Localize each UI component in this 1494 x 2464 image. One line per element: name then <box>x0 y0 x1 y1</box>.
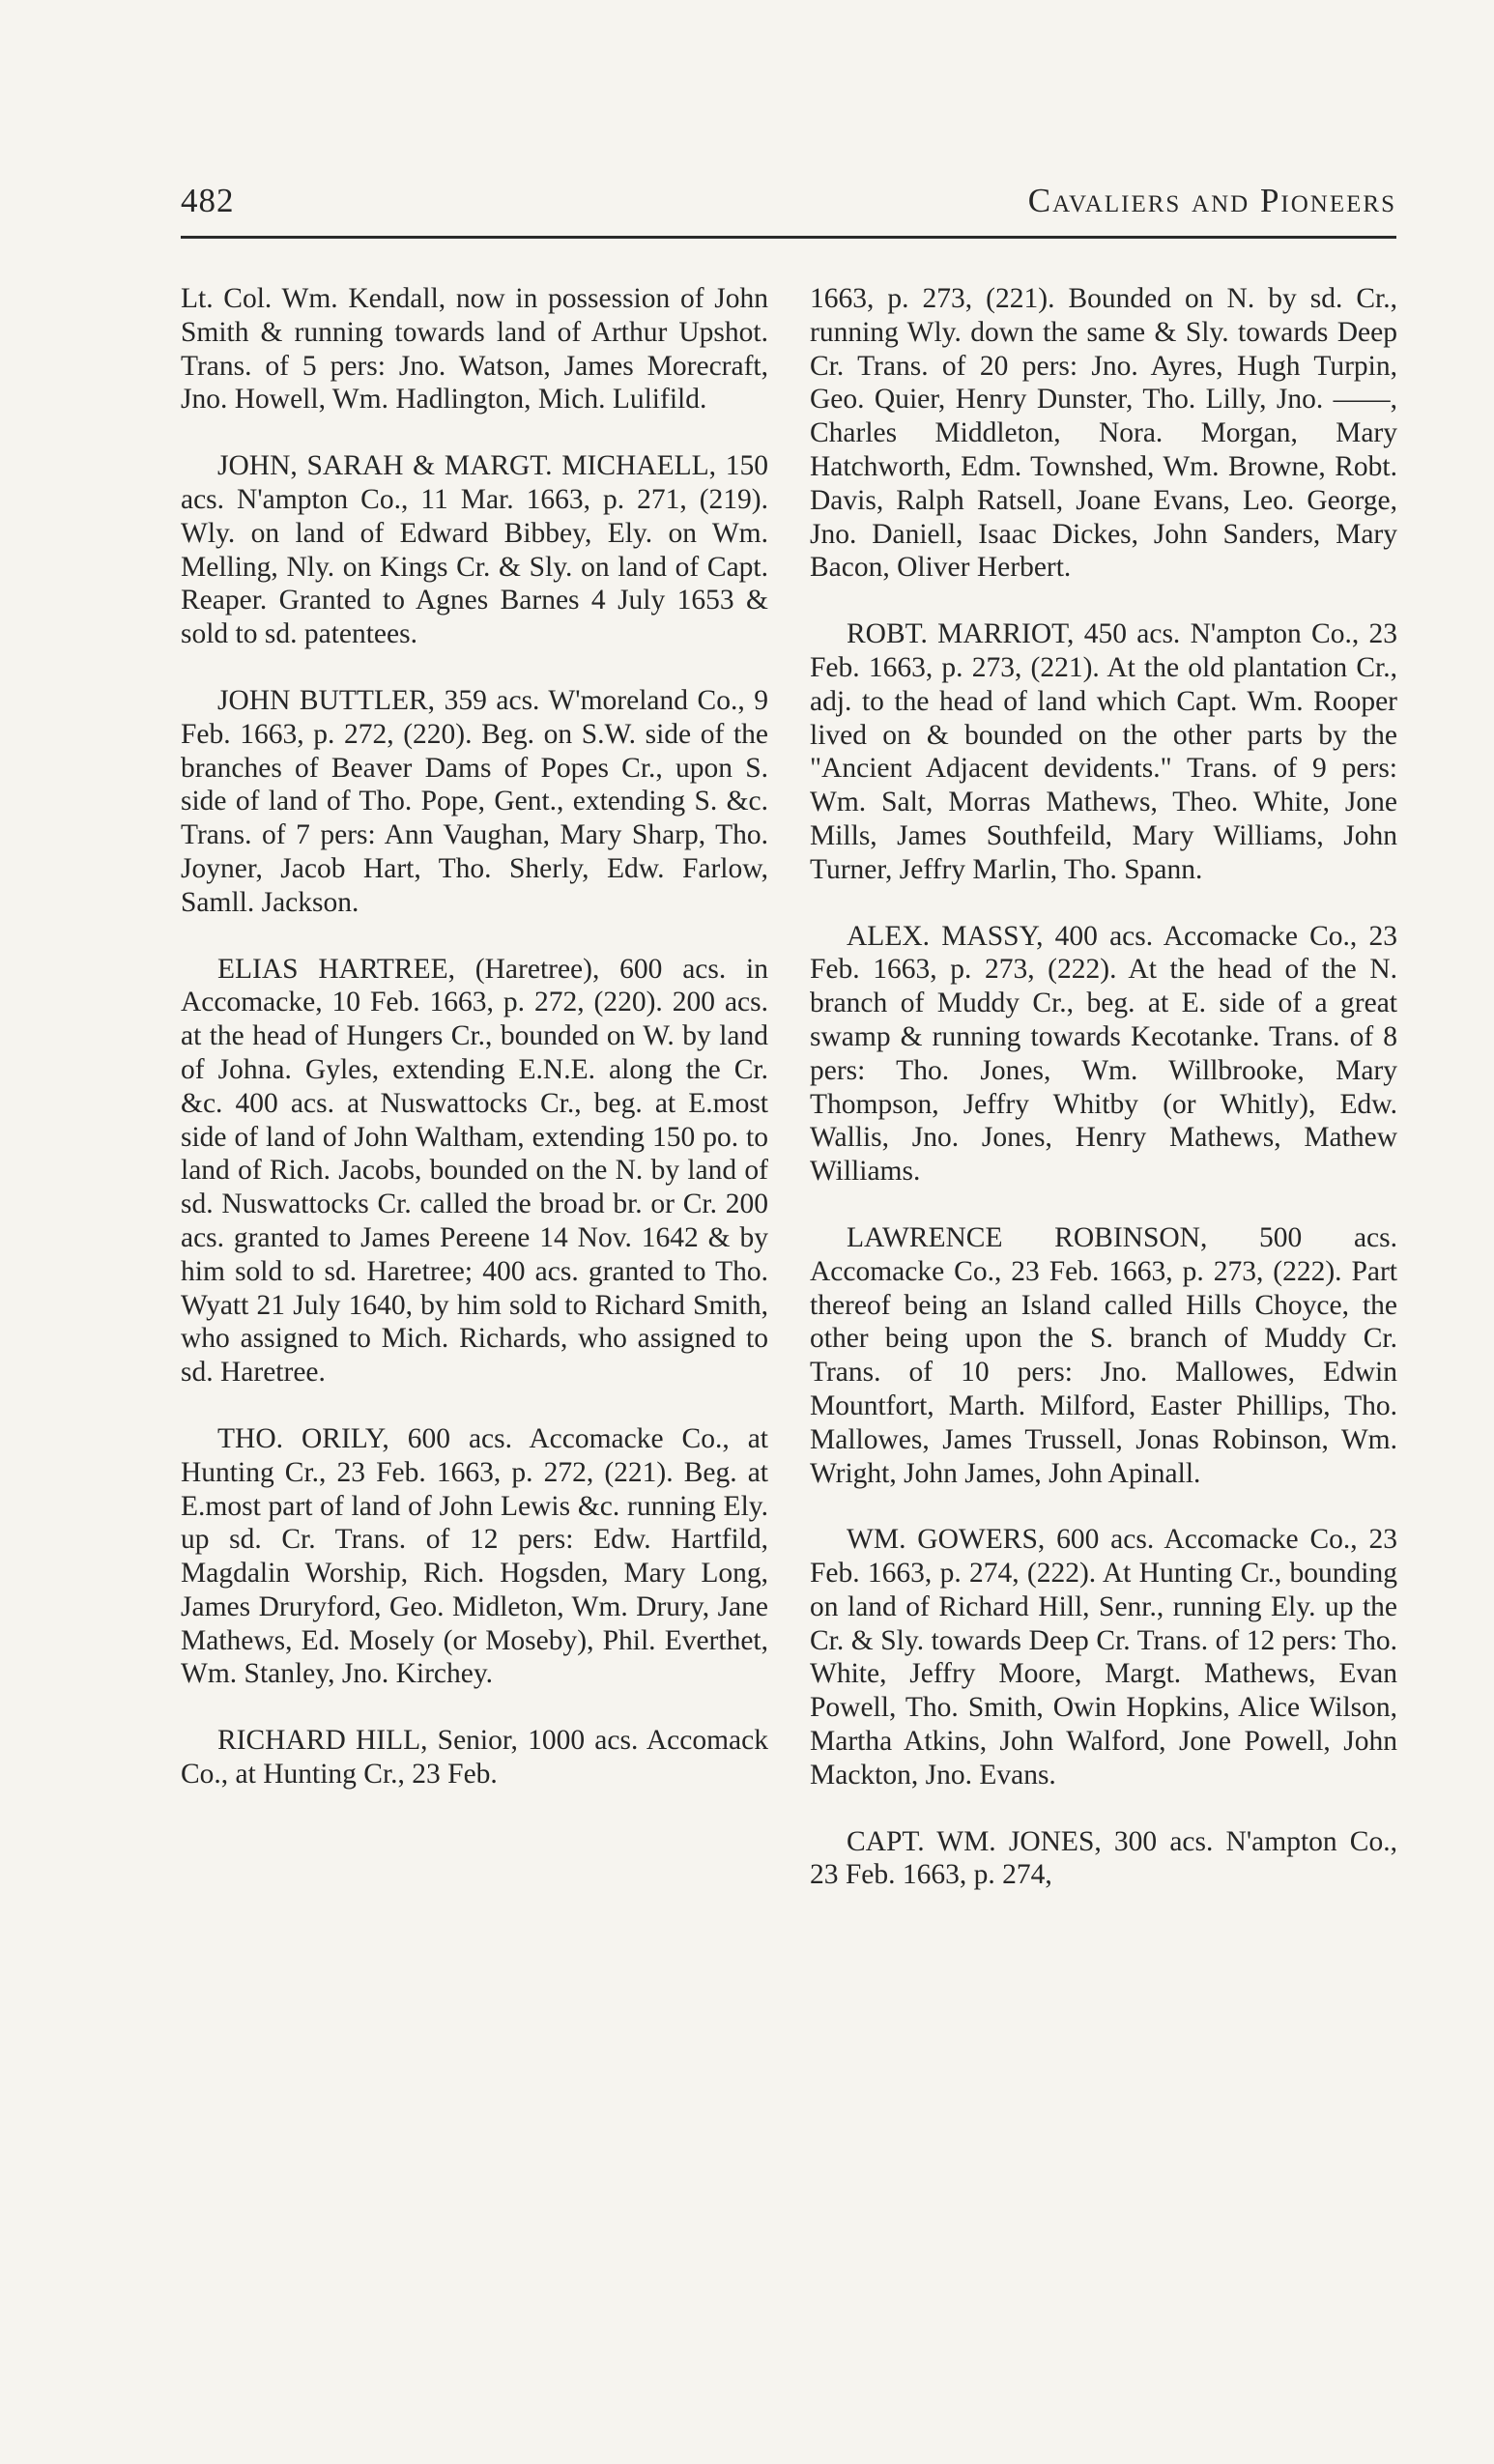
entry-robinson: LAWRENCE ROBINSON, 500 acs. Accomacke Co., 23 Feb. 1663, p. 273, (222). Part thereof being an Island called Hills Choyce, the other being upon the S. branch of Muddy Cr. Trans. of 10 pers: Jno. Mallowes, Edwin Mountfort, Marth. Milford, Easter Phillips, Tho. Mallowes, James Trussell, Jonas Robinson, Wm. Wright, John James, John Apinall. <box>810 1221 1397 1489</box>
entry-jones: CAPT. WM. JONES, 300 acs. N'ampton Co., 23 Feb. 1663, p. 274, <box>810 1825 1397 1891</box>
running-title: Cavaliers and Pioneers <box>1027 182 1396 219</box>
right-column <box>810 282 1397 1892</box>
entry-hill-continuation: 1663, p. 273, (221). Bounded on N. by sd. Cr., running Wly. down the same & Sly. towards Deep Cr. Trans. of 20 pers: Jno. Ayres, Hugh Turpin, Geo. Quier, Henry Dunster, Tho. Lilly, Jno. ——, Charles Middleton, Nora. Morgan, Mary Hatchworth, Edm. Townshed, Wm. Browne, Robt. Davis, Ralph Ratsell, Joane Evans, Leo. George, Jno. Daniell, Isaac Dickes, John Sanders, Mary Bacon, Oliver Herbert. <box>810 283 1397 584</box>
page-number: 482 <box>181 182 235 219</box>
entry-continuation: Lt. Col. Wm. Kendall, now in possession of John Smith & running towards land of Arthur Upshot. Trans. of 5 pers: Jno. Watson, James Morecraft, Jno. Howell, Wm. Hadlington, Mich. Lulifild. <box>181 283 768 415</box>
entry-massy: ALEX. MASSY, 400 acs. Accomacke Co., 23 Feb. 1663, p. 273, (222). At the head of the N. branch of Muddy Cr., beg. at E. side of a great swamp & running towards Kecotanke. Trans. of 8 pers: Tho. Jones, Wm. Willbrooke, Mary Thompson, Jeffry Whitby (or Whitly), Edw. Wallis, Jno. Jones, Henry Mathews, Mathew Williams. <box>810 920 1397 1188</box>
entry-orily: THO. ORILY, 600 acs. Accomacke Co., at Hunting Cr., 23 Feb. 1663, p. 272, (221). Beg. at E.most part of land of John Lewis &c. running Ely. up sd. Cr. Trans. of 12 pers: Edw. Hartfild, Magdalin Worship, Rich. Hogsden, Mary Long, James Druryford, Geo. Midleton, Wm. Drury, Jane Mathews, Ed. Mosely (or Moseby), Phil. Everthet, Wm. Stanley, Jno. Kirchey. <box>181 1422 768 1690</box>
entry-hartree: ELIAS HARTREE, (Haretree), 600 acs. in Accomacke, 10 Feb. 1663, p. 272, (220). 200 acs. at the head of Hungers Cr., bounded on W. by land of Johna. Gyles, extending E.N.E. along the Cr. &c. 400 acs. at Nuswattocks Cr., beg. at E.most side of land of John Waltham, extending 150 po. to land of Rich. Jacobs, bounded on the N. by land of sd. Nuswattocks Cr. called the broad br. or Cr. 200 acs. granted to James Pereene 14 Nov. 1642 & by him sold to sd. Haretree; 400 acs. granted to Tho. Wyatt 21 July 1640, by him sold to Richard Smith, who assigned to Mich. Richards, who assigned to sd. Haretree. <box>181 953 768 1389</box>
entry-gowers: WM. GOWERS, 600 acs. Accomacke Co., 23 Feb. 1663, p. 274, (222). At Hunting Cr., bounding on land of Richard Hill, Senr., running Ely. up the Cr. & Sly. towards Deep Cr. Trans. of 12 pers: Tho. White, Jeffry Moore, Margt. Mathews, Evan Powell, Tho. Smith, Owin Hopkins, Alice Wilson, Martha Atkins, John Walford, Jone Powell, John Mackton, Jno. Evans. <box>810 1524 1397 1791</box>
entry-marriot: ROBT. MARRIOT, 450 acs. N'ampton Co., 23 Feb. 1663, p. 273, (221). At the old plantation Cr., adj. to the head of land which Capt. Wm. Rooper lived on & bounded on the other parts by the "Ancient Adjacent devidents." Trans. of 9 pers: Wm. Salt, Morras Mathews, Theo. White, Jone Mills, James Southfeild, Mary Williams, John Turner, Jeffry Marlin, Tho. Spann. <box>810 618 1397 885</box>
entry-hill: RICHARD HILL, Senior, 1000 acs. Accomack Co., at Hunting Cr., 23 Feb. <box>181 1725 768 1791</box>
left-column <box>181 282 768 1791</box>
entry-michaell: JOHN, SARAH & MARGT. MICHAELL, 150 acs. N'ampton Co., 11 Mar. 1663, p. 271, (219). Wly. on land of Edward Bibbey, Ely. on Wm. Melling, Nly. on Kings Cr. & Sly. on land of Capt. Reaper. Granted to Agnes Barnes 4 July 1653 & sold to sd. patentees. <box>181 450 768 650</box>
entry-buttler: JOHN BUTTLER, 359 acs. W'moreland Co., 9 Feb. 1663, p. 272, (220). Beg. on S.W. side of the branches of Beaver Dams of Popes Cr., upon S. side of land of Tho. Pope, Gent., extending S. &c. Trans. of 7 pers: Ann Vaughan, Mary Sharp, Tho. Joyner, Jacob Hart, Tho. Sherly, Edw. Farlow, Samll. Jackson. <box>181 684 768 918</box>
page-header <box>181 182 1396 239</box>
